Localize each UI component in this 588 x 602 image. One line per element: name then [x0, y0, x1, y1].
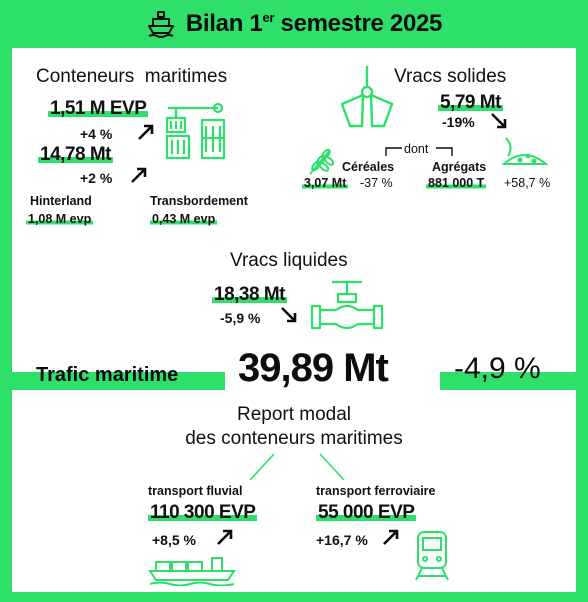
- river-transport-label: transport fluvial: [148, 484, 243, 498]
- arrow-up-icon: [130, 166, 148, 184]
- barge-icon: [148, 556, 238, 586]
- containers-mt-value: 14,78 Mt: [40, 144, 111, 165]
- aggregates-label: Agrégats: [432, 160, 487, 174]
- cereals-label: Céréales: [342, 160, 395, 174]
- bottom-panel: [12, 390, 576, 592]
- dont-label: dont: [404, 142, 429, 156]
- maritime-traffic-value: 39,89 Mt: [238, 346, 388, 390]
- liquid-bulk-value: 18,38 Mt: [214, 284, 285, 305]
- cereals-value: 3,07 Mt: [304, 176, 347, 190]
- maritime-traffic-change: -4,9 %: [454, 352, 541, 385]
- title-bar: [0, 0, 588, 48]
- grab-bucket-icon: [332, 64, 402, 140]
- arrow-down-icon: [490, 112, 508, 130]
- containers-evp-change: +4 %: [80, 126, 113, 142]
- aggregates-change: +58,7 %: [504, 176, 551, 190]
- dry-bulk-value: 5,79 Mt: [440, 92, 501, 113]
- pipeline-valve-icon: [310, 276, 384, 338]
- arrow-down-icon: [280, 306, 298, 324]
- hinterland-value: 1,08 M evp: [28, 212, 92, 226]
- modal-heading-line1: Report modal: [236, 404, 352, 425]
- aggregates-value: 881 000 T: [428, 176, 485, 190]
- arrow-up-icon: [382, 528, 400, 546]
- containers-heading: Conteneurs maritimes: [36, 66, 228, 87]
- top-panel: [12, 48, 576, 372]
- arrow-up-icon: [216, 528, 234, 546]
- maritime-traffic-label: Trafic maritime: [36, 364, 179, 386]
- arrow-up-icon: [137, 123, 155, 141]
- cereals-change: -37 %: [360, 176, 393, 190]
- containers-mt-change: +2 %: [80, 170, 113, 186]
- transbordement-label: Transbordement: [150, 194, 248, 208]
- wheat-icon: [304, 144, 338, 178]
- river-transport-value: 110 300 EVP: [150, 502, 256, 523]
- rail-transport-label: transport ferroviaire: [316, 484, 436, 498]
- liquid-bulk-heading: Vracs liquides: [230, 250, 348, 271]
- liquid-bulk-change: -5,9 %: [220, 310, 261, 326]
- transbordement-value: 0,43 M evp: [152, 212, 216, 226]
- dry-bulk-change: -19%: [442, 114, 475, 130]
- rail-transport-change: +16,7 %: [316, 532, 368, 548]
- modal-connector-lines: [242, 452, 352, 482]
- ship-icon: [146, 9, 176, 39]
- train-icon: [412, 528, 452, 584]
- page-title: Bilan 1er semestre 2025: [185, 10, 443, 37]
- modal-heading-line2: des conteneurs maritimes: [185, 428, 403, 449]
- hinterland-label: Hinterland: [30, 194, 92, 208]
- rail-transport-value: 55 000 EVP: [318, 502, 415, 523]
- river-transport-change: +8,5 %: [152, 532, 196, 548]
- dry-bulk-heading: Vracs solides: [394, 66, 507, 87]
- aggregates-icon: [502, 134, 548, 170]
- containers-evp-value: 1,51 M EVP: [50, 98, 147, 119]
- crane-container-icon: [162, 96, 232, 162]
